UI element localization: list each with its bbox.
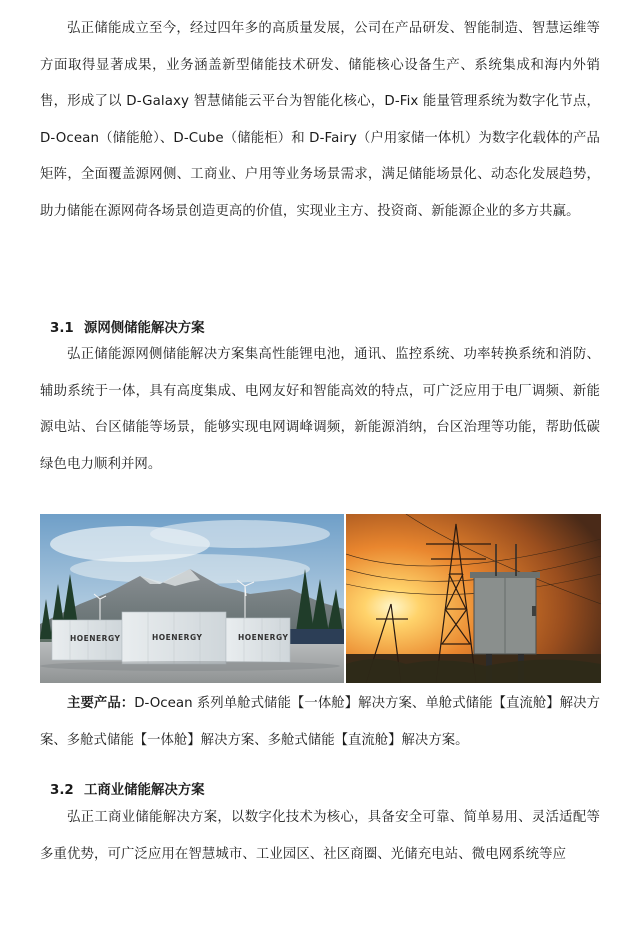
section-number: 3.1: [50, 321, 74, 336]
storage-containers-photo: [40, 514, 344, 683]
container-brand-text: HOENERGY: [152, 633, 203, 642]
section-heading-3-1: [50, 317, 205, 336]
section-title: 源网侧储能解决方案: [84, 321, 205, 336]
section1-paragraph: 弘正储能源网侧储能解决方案集高性能锂电池，通讯、监控系统、功率转换系统和消防、辅助系统于一体，具有高度集成、电网友好和智能高效的特点，可广泛应用于电厂调频、新能源电站、台区储能等场景，能够实现电网调峰调频，新能源消纳，台区治理等功能，帮助低碳绿色电力顺利并网。: [40, 347, 600, 472]
section-title: 工商业储能解决方案: [84, 783, 205, 798]
intro-paragraph: 弘正储能成立至今，经过四年多的高质量发展，公司在产品研发、智能制造、智慧运维等方面取得显著成果，业务涵盖新型储能技术研发、储能核心设备生产、系统集成和海内外销售，形成了以 D-Galaxy 智慧储能云平台为智能化核心，D-Fix 能量管理系统为数字化节点，D-Ocean（储能舱）、D-Cube（储能柜）和 D-Fairy（户用家储一体机）为数字化载体的产品矩阵，全面覆盖源网侧、工商业、户用等业务场景需求，满足储能场景化、动态化发展趋势，助力储能在源网荷各场景创造更高的价值，实现业主方、投资商、新能源企业的多方共赢。: [40, 21, 600, 219]
products-text: D-Ocean 系列单舱式储能【一体舱】解决方案、单舱式储能【直流舱】解决方案、多舱式储能【一体舱】解决方案、多舱式储能【直流舱】解决方案。: [40, 696, 600, 748]
products-label: 主要产品：: [67, 696, 135, 711]
section-heading-3-2: [50, 779, 205, 798]
power-tower-sunset-photo: [346, 514, 601, 683]
section-number: 3.2: [50, 783, 74, 798]
container-brand-text: HOENERGY: [70, 634, 121, 643]
main-products-paragraph: [40, 686, 600, 759]
section2-paragraph: 弘正工商业储能解决方案，以数字化技术为核心，具备安全可靠、简单易用、灵活适配等多重优势，可广泛应用在智慧城市、工业园区、社区商圈、光储充电站、微电网系统等应: [40, 810, 600, 862]
container-brand-text: HOENERGY: [238, 633, 289, 642]
